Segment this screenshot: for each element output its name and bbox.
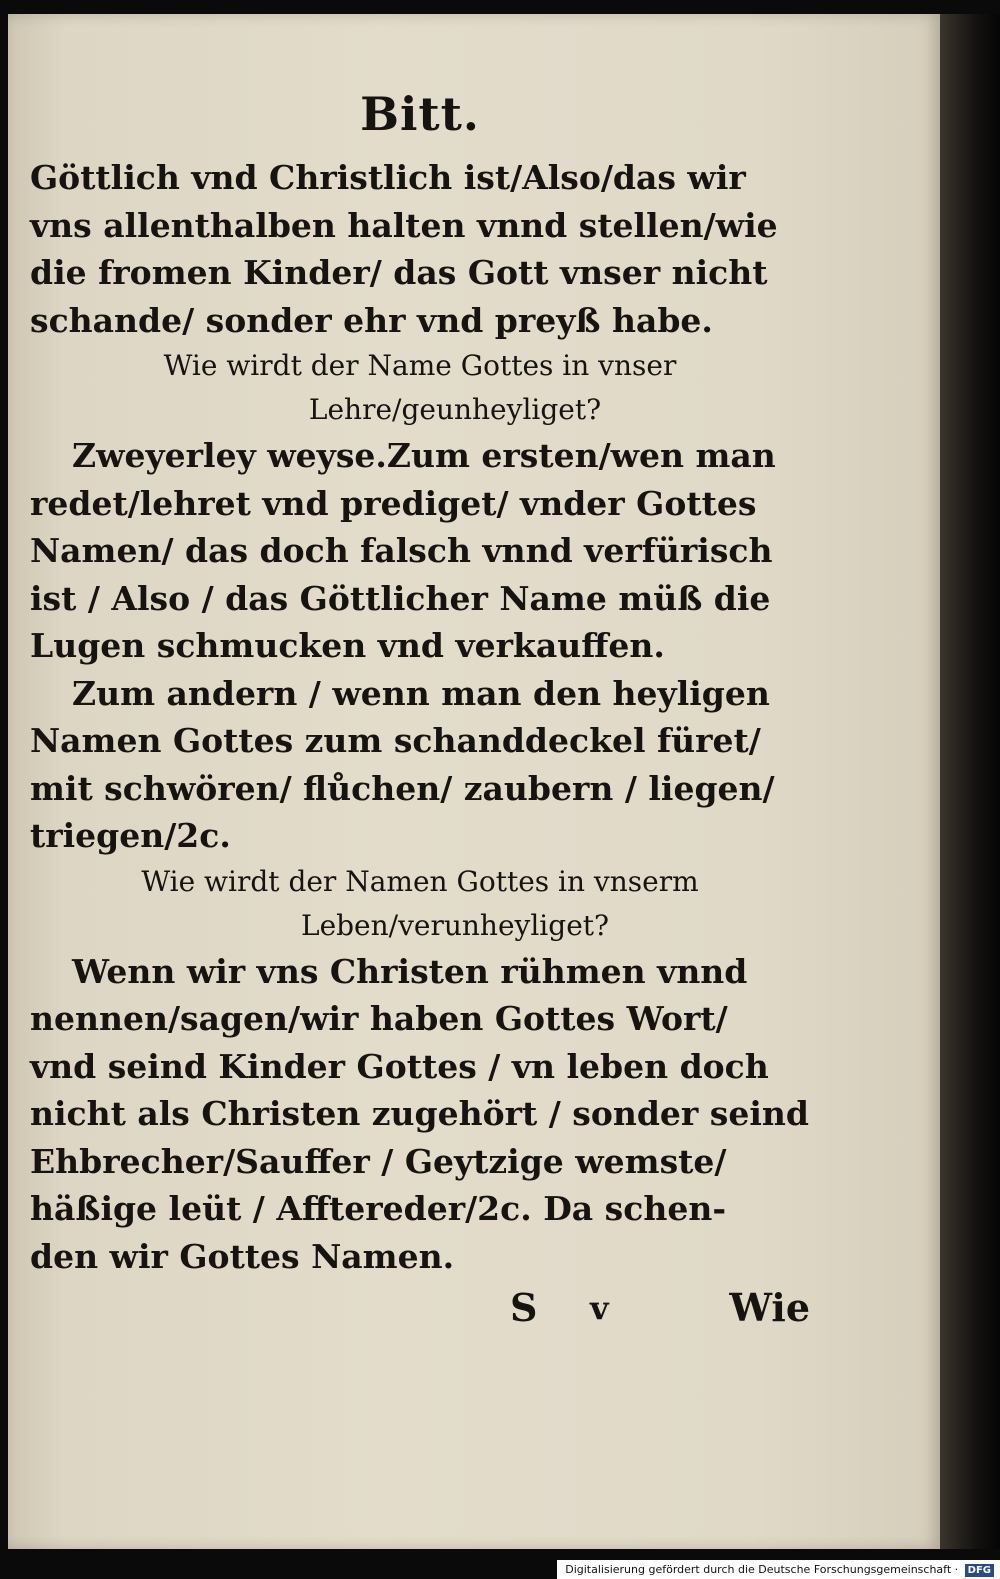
signature-mark: S (510, 1285, 538, 1330)
question-line: Leben/verunheyliget? (300, 908, 610, 942)
page-text-block (30, 78, 810, 1336)
question-line: Wie wirdt der Namen Gottes in vnserm (141, 864, 699, 898)
text-line: häßige leüt / Afftereder/2c. Da schen- (30, 1189, 727, 1228)
leaf-number: v (590, 1289, 609, 1327)
book-spine-shadow (940, 14, 1000, 1549)
text-line: mit schwören/ flůchen/ zaubern / liegen/ (30, 768, 775, 808)
text-line: nicht als Christen zugehört / sonder seind (30, 1094, 809, 1133)
paragraph-1 (30, 154, 810, 344)
paragraph-4 (30, 948, 810, 1281)
text-line: redet/lehret vnd prediget/ vnder Gottes (30, 483, 757, 523)
text-line: Lugen schmucken vnd verkauffen. (30, 626, 665, 665)
text-line: ist / Also / das Göttlicher Name müß die (30, 578, 771, 618)
text-line: vnd seind Kinder Gottes / vn leben doch (30, 1046, 769, 1086)
text-line: Zweyerley weyse.Zum ersten/wen man (72, 436, 776, 475)
running-title: Bitt. (360, 87, 480, 141)
text-line: Zum andern / wenn man den heyligen (72, 673, 770, 713)
text-line: Göttlich vnd Christlich ist/Also/das wir (30, 158, 746, 197)
question-2 (30, 860, 810, 948)
question-line: Wie wirdt der Name Gottes in vnser (163, 349, 677, 382)
digitization-credit (557, 1560, 1000, 1579)
text-line: triegen/2c. (30, 816, 231, 855)
catchword: Wie (729, 1285, 810, 1330)
text-line: die fromen Kinder/ das Gott vnser nicht (30, 253, 768, 292)
text-line: Ehbrecher/Sauffer / Geytzige wemste/ (30, 1141, 727, 1181)
text-line: schande/ sonder ehr vnd preyß habe. (30, 300, 713, 340)
dfg-logo: DFG (965, 1564, 994, 1577)
paragraph-2 (30, 432, 810, 670)
text-line: nennen/sagen/wir haben Gottes Wort/ (30, 999, 728, 1038)
question-1 (30, 344, 810, 432)
text-line: den wir Gottes Namen. (30, 1236, 455, 1276)
text-line: Namen Gottes zum schanddeckel füret/ (30, 721, 761, 760)
text-line: vns allenthalben halten vnnd stellen/wie (30, 205, 778, 245)
text-line: Namen/ das doch falsch vnnd verfürisch (30, 531, 773, 570)
text-line: Wenn wir vns Christen rühmen vnnd (72, 951, 748, 991)
paragraph-3 (30, 670, 810, 860)
catchline (30, 1280, 810, 1336)
credit-text: Digitalisierung gefördert durch die Deutsche Forschungsgemeinschaft · (565, 1563, 959, 1576)
question-line: Lehre/geunheyliget? (308, 393, 602, 426)
